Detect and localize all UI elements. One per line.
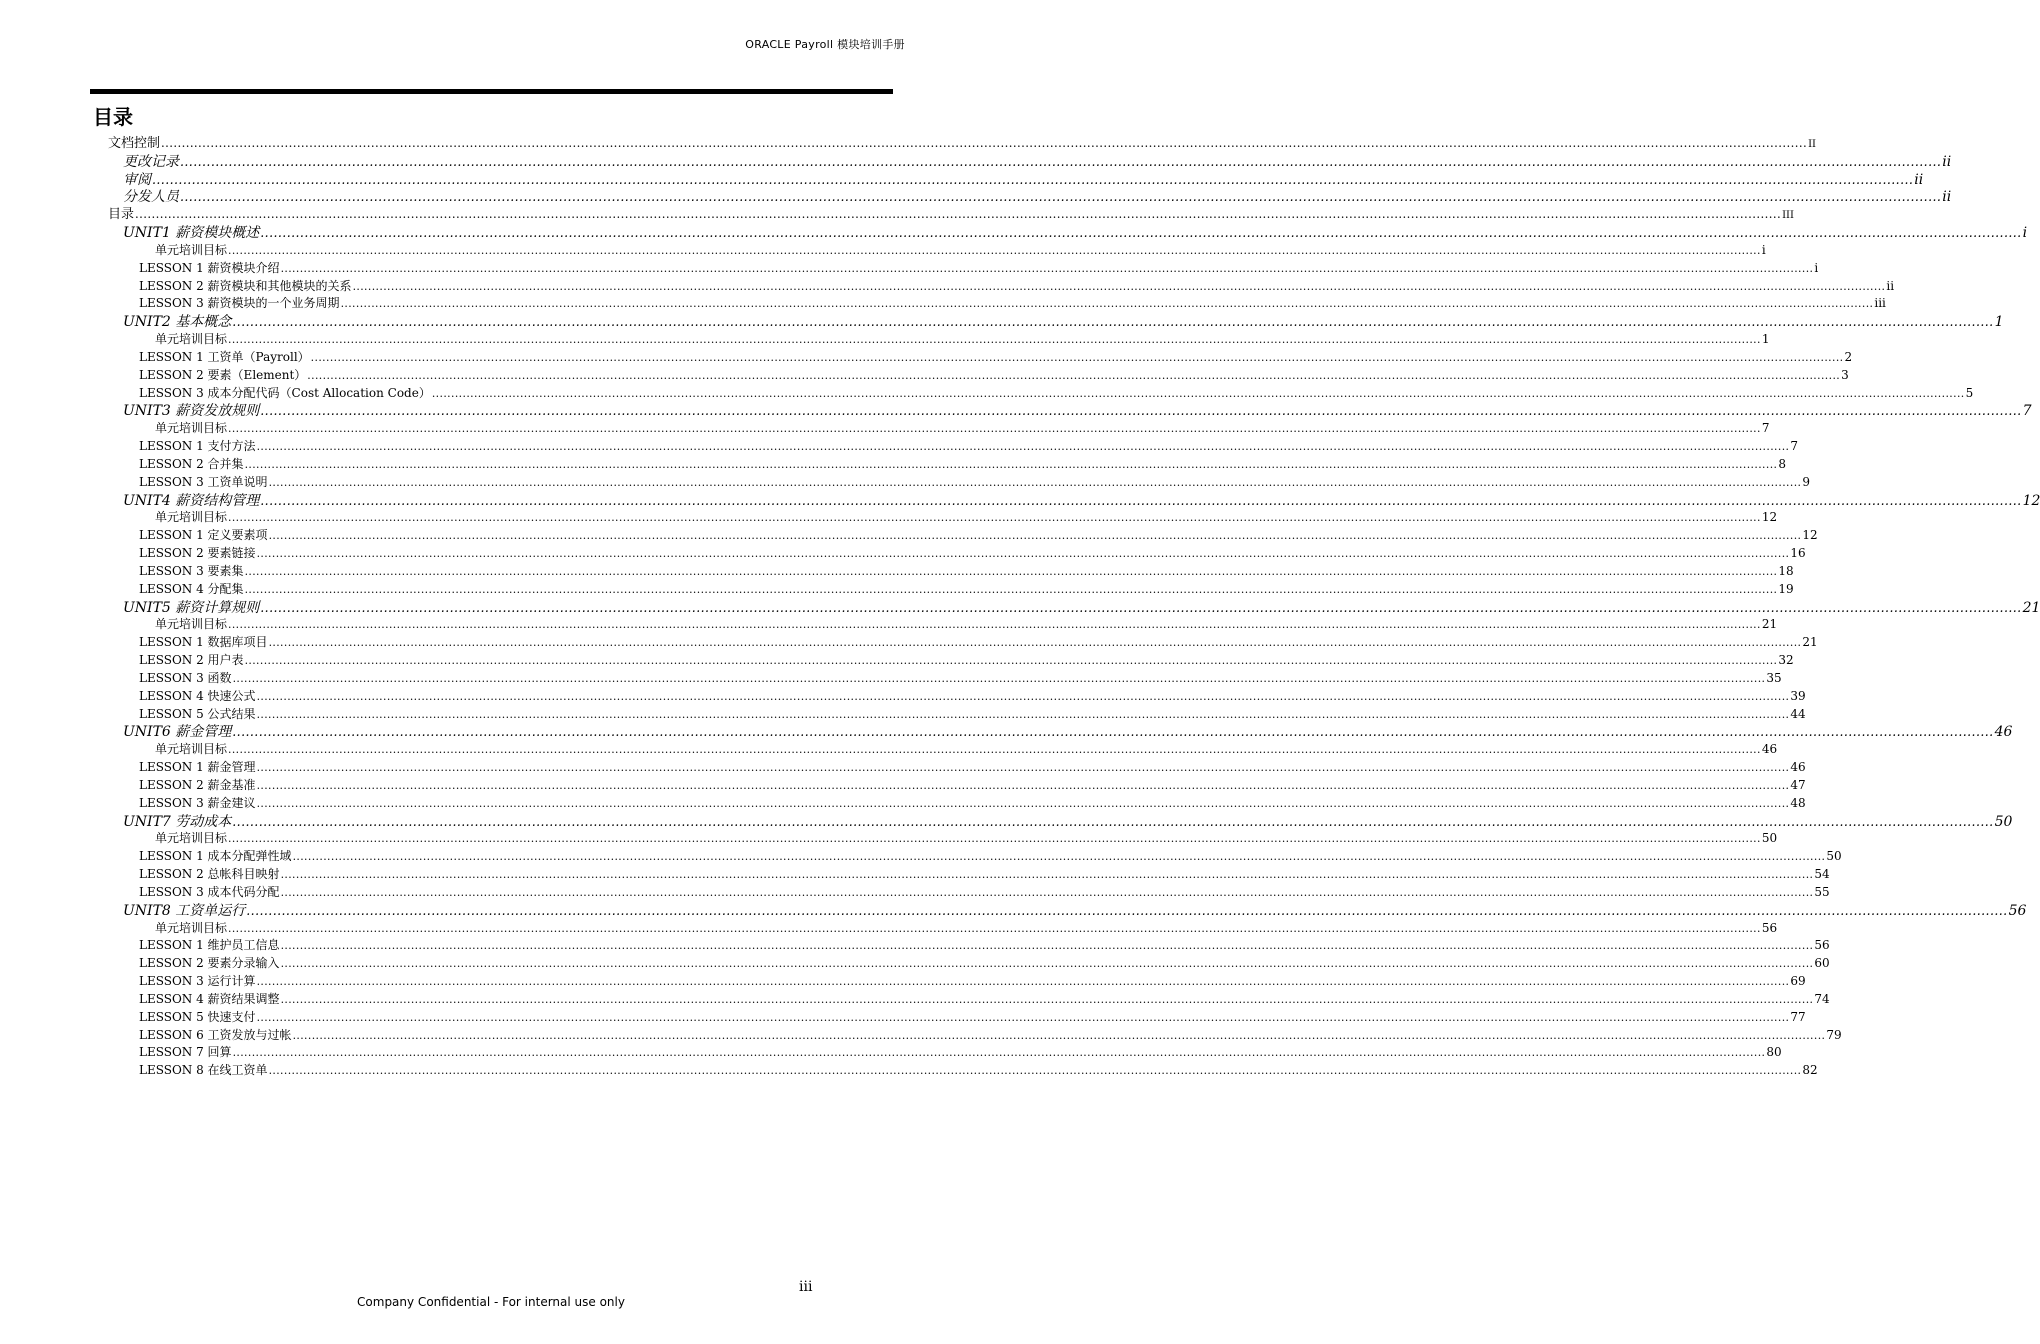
toc-entry-title: LESSON 3 成本代码分配 bbox=[139, 884, 280, 899]
toc-entry-title: LESSON 3 运行计算 bbox=[139, 974, 256, 988]
toc-entry-page: 32 bbox=[1778, 653, 1794, 668]
toc-entry[interactable] bbox=[155, 742, 1778, 757]
toc-dot-leader: ................................................................................................................................................................................................................................................................................................................................................................................................................ bbox=[280, 992, 1814, 1006]
toc-dot-leader: ................................................................................................................................................................................................................................................................................................................................................................................................................ bbox=[431, 386, 1965, 400]
toc-entry-page: ii bbox=[1942, 153, 1952, 170]
toc-dot-leader: ................................................................................................................................................................................................................................................................................................................................................................................................................ bbox=[256, 761, 1790, 775]
toc-entry-title: LESSON 8 在线工资单 bbox=[139, 1063, 268, 1078]
toc-heading: 目录 bbox=[93, 105, 133, 129]
toc-dot-leader: ................................................................................................................................................................................................................................................................................................................................................................................................................ bbox=[268, 636, 1802, 650]
toc-entry-page: 7 bbox=[1761, 421, 1770, 436]
toc-entry-title: UNIT1 薪资模块概述 bbox=[123, 225, 260, 242]
toc-dot-leader: ................................................................................................................................................................................................................................................................................................................................................................................................................ bbox=[268, 529, 1802, 543]
toc-entry[interactable] bbox=[123, 314, 2004, 331]
toc-dot-leader: ................................................................................................................................................................................................................................................................................................................................................................................................................ bbox=[244, 564, 1778, 578]
toc-dot-leader: ................................................................................................................................................................................................................................................................................................................................................................................................................ bbox=[280, 261, 1814, 275]
toc-entry-page: ii bbox=[1942, 189, 1952, 206]
toc-entry-title: 单元培训目标 bbox=[155, 920, 228, 935]
toc-entry[interactable] bbox=[139, 938, 1830, 953]
toc-dot-leader: ................................................................................................................................................................................................................................................................................................................................................................................................................ bbox=[180, 153, 1942, 169]
toc-entry-title: UNIT8 工资单运行 bbox=[123, 902, 246, 919]
toc-entry[interactable] bbox=[155, 617, 1778, 632]
toc-entry-page: 21 bbox=[1761, 617, 1778, 632]
toc-entry-page: 77 bbox=[1790, 1009, 1806, 1024]
toc-entry[interactable] bbox=[108, 136, 1816, 151]
toc-entry[interactable] bbox=[139, 385, 1974, 400]
toc-dot-leader: ................................................................................................................................................................................................................................................................................................................................................................................................................ bbox=[232, 724, 1994, 740]
toc-dot-leader: ................................................................................................................................................................................................................................................................................................................................................................................................................ bbox=[280, 868, 1814, 882]
toc-entry[interactable] bbox=[139, 760, 1806, 775]
toc-dot-leader: ................................................................................................................................................................................................................................................................................................................................................................................................................ bbox=[256, 689, 1790, 703]
toc-entry-title: LESSON 1 维护员工信息 bbox=[139, 938, 280, 953]
toc-entry-page: 56 bbox=[2008, 902, 2027, 919]
toc-dot-leader: ................................................................................................................................................................................................................................................................................................................................................................................................................ bbox=[244, 654, 1778, 668]
toc-entry-title: LESSON 1 工资单（Payroll） bbox=[139, 349, 310, 364]
toc-entry[interactable] bbox=[123, 189, 1952, 206]
toc-entry-title: 审阅 bbox=[123, 171, 151, 188]
toc-entry[interactable] bbox=[139, 867, 1830, 882]
toc-entry[interactable] bbox=[139, 956, 1830, 971]
running-header: ORACLE Payroll 模块培训手册 bbox=[745, 38, 905, 51]
toc-entry[interactable] bbox=[139, 349, 1853, 364]
toc-entry-title: LESSON 3 薪资模块的一个业务周期 bbox=[139, 296, 340, 311]
toc-dot-leader: ................................................................................................................................................................................................................................................................................................................................................................................................................ bbox=[260, 225, 2022, 241]
toc-entry-title: 分发人员 bbox=[123, 189, 179, 206]
toc-entry-title: UNIT4 薪资结构管理 bbox=[123, 492, 260, 509]
toc-entry[interactable] bbox=[139, 581, 1794, 596]
toc-entry-page: 47 bbox=[1790, 777, 1806, 792]
toc-dot-leader: ................................................................................................................................................................................................................................................................................................................................................................................................................ bbox=[340, 297, 1874, 311]
toc-entry-title: 单元培训目标 bbox=[155, 421, 228, 436]
toc-entry-page: 46 bbox=[1761, 742, 1778, 757]
toc-dot-leader: ................................................................................................................................................................................................................................................................................................................................................................................................................ bbox=[256, 796, 1790, 810]
toc-entry-title: LESSON 2 合并集 bbox=[139, 456, 244, 471]
toc-entry-page: 7 bbox=[2022, 403, 2032, 420]
toc-entry[interactable] bbox=[139, 635, 1818, 650]
toc-entry-title: LESSON 1 薪资模块介绍 bbox=[139, 260, 280, 275]
toc-entry-page: 54 bbox=[1814, 867, 1830, 882]
page-number: iii bbox=[799, 1279, 813, 1295]
toc-entry-title: LESSON 3 成本分配代码（Cost Allocation Code） bbox=[139, 385, 431, 400]
toc-entry[interactable] bbox=[139, 296, 1886, 311]
toc-dot-leader: ................................................................................................................................................................................................................................................................................................................................................................................................................ bbox=[152, 171, 1914, 187]
toc-entry-page: 12 bbox=[2022, 492, 2040, 509]
toc-dot-leader: ................................................................................................................................................................................................................................................................................................................................................................................................................ bbox=[280, 885, 1814, 899]
toc-entry[interactable] bbox=[139, 439, 1799, 454]
toc-entry-title: 单元培训目标 bbox=[155, 617, 228, 632]
toc-entry-page: 9 bbox=[1802, 474, 1811, 489]
toc-entry-page: iii bbox=[1874, 296, 1886, 311]
toc-dot-leader: ................................................................................................................................................................................................................................................................................................................................................................................................................ bbox=[280, 957, 1814, 971]
toc-entry-title: LESSON 4 快速公式 bbox=[139, 688, 256, 703]
toc-entry-page: 18 bbox=[1778, 563, 1794, 578]
toc-entry-title: UNIT6 薪金管理 bbox=[123, 724, 232, 741]
toc-dot-leader: ................................................................................................................................................................................................................................................................................................................................................................................................................ bbox=[292, 1028, 1826, 1042]
toc-entry-title: LESSON 2 薪金基准 bbox=[139, 777, 256, 792]
toc-dot-leader: ................................................................................................................................................................................................................................................................................................................................................................................................................ bbox=[352, 279, 1886, 293]
toc-entry-page: 2 bbox=[1844, 349, 1853, 364]
toc-entry-title: LESSON 4 薪资结果调整 bbox=[139, 991, 280, 1006]
toc-entry-title: 单元培训目标 bbox=[155, 242, 228, 257]
toc-dot-leader: ................................................................................................................................................................................................................................................................................................................................................................................................................ bbox=[260, 599, 2022, 615]
toc-entry[interactable] bbox=[139, 278, 1895, 293]
toc-entry[interactable] bbox=[123, 225, 2028, 242]
toc-entry[interactable] bbox=[139, 653, 1794, 668]
toc-entry-title: LESSON 2 薪资模块和其他模块的关系 bbox=[139, 278, 352, 293]
toc-dot-leader: ................................................................................................................................................................................................................................................................................................................................................................................................................ bbox=[228, 243, 1761, 257]
toc-entry-title: LESSON 1 定义要素项 bbox=[139, 528, 268, 543]
toc-entry-title: LESSON 7 回算 bbox=[139, 1045, 232, 1060]
toc-entry-title: LESSON 5 快速支付 bbox=[139, 1009, 256, 1024]
toc-entry[interactable] bbox=[139, 1063, 1818, 1078]
toc-entry-page: 1 bbox=[1994, 314, 2004, 331]
toc-entry-page: 50 bbox=[1826, 849, 1842, 864]
toc-entry-title: LESSON 2 要素（Element） bbox=[139, 367, 307, 382]
toc-entry[interactable] bbox=[139, 1045, 1782, 1060]
toc-entry-page: ii bbox=[1886, 278, 1895, 293]
toc-entry-page: i bbox=[1814, 260, 1819, 275]
toc-dot-leader: ................................................................................................................................................................................................................................................................................................................................................................................................................ bbox=[244, 582, 1778, 596]
toc-entry[interactable] bbox=[155, 242, 1766, 257]
toc-entry-page: 5 bbox=[1965, 385, 1974, 400]
toc-entry-page: ii bbox=[1914, 171, 1924, 188]
toc-entry-title: LESSON 3 函数 bbox=[139, 670, 232, 685]
toc-entry[interactable] bbox=[123, 902, 2027, 919]
toc-entry[interactable] bbox=[139, 706, 1806, 721]
toc-entry[interactable] bbox=[139, 563, 1794, 578]
toc-dot-leader: ................................................................................................................................................................................................................................................................................................................................................................................................................ bbox=[292, 850, 1826, 864]
toc-entry[interactable] bbox=[108, 207, 1794, 223]
toc-entry-title: LESSON 1 成本分配弹性域 bbox=[139, 849, 292, 864]
toc-entry-title: LESSON 2 总帐科目映射 bbox=[139, 867, 280, 882]
toc-dot-leader: ................................................................................................................................................................................................................................................................................................................................................................................................................ bbox=[268, 475, 1802, 489]
toc-dot-leader: ................................................................................................................................................................................................................................................................................................................................................................................................................ bbox=[256, 547, 1790, 561]
toc-entry[interactable] bbox=[123, 153, 1952, 170]
toc-dot-leader: ................................................................................................................................................................................................................................................................................................................................................................................................................ bbox=[180, 189, 1942, 205]
toc-entry-page: 21 bbox=[2022, 599, 2040, 616]
toc-entry-title: 单元培训目标 bbox=[155, 510, 228, 525]
toc-entry-page: 50 bbox=[1994, 813, 2013, 830]
toc-entry-title: UNIT2 基本概念 bbox=[123, 314, 232, 331]
toc-entry-title: LESSON 3 要素集 bbox=[139, 563, 244, 578]
toc-entry[interactable] bbox=[139, 1027, 1842, 1042]
toc-entry[interactable] bbox=[155, 920, 1778, 935]
toc-dot-leader: ................................................................................................................................................................................................................................................................................................................................................................................................................ bbox=[256, 975, 1790, 988]
toc-entry-title: 单元培训目标 bbox=[155, 831, 228, 846]
toc-entry-page: 46 bbox=[1790, 760, 1806, 775]
toc-entry-page: II bbox=[1808, 139, 1816, 150]
toc-entry-page: 60 bbox=[1814, 956, 1830, 971]
toc-entry-page: 21 bbox=[1802, 635, 1818, 650]
toc-dot-leader: ................................................................................................................................................................................................................................................................................................................................................................................................................ bbox=[232, 813, 1994, 829]
toc-entry-title: LESSON 4 分配集 bbox=[139, 581, 244, 596]
toc-entry[interactable] bbox=[139, 367, 1849, 382]
toc-dot-leader: ................................................................................................................................................................................................................................................................................................................................................................................................................ bbox=[310, 350, 1844, 364]
toc-entry-title: UNIT3 薪资发放规则 bbox=[123, 403, 260, 420]
toc-entry-page: 12 bbox=[1802, 528, 1818, 543]
toc-entry-title: LESSON 3 工资单说明 bbox=[139, 474, 268, 489]
toc-dot-leader: ................................................................................................................................................................................................................................................................................................................................................................................................................ bbox=[228, 422, 1761, 436]
toc-entry-page: 35 bbox=[1766, 670, 1782, 685]
toc-entry-page: 39 bbox=[1790, 688, 1806, 703]
toc-dot-leader: ................................................................................................................................................................................................................................................................................................................................................................................................................ bbox=[228, 333, 1761, 347]
toc-dot-leader: ................................................................................................................................................................................................................................................................................................................................................................................................................ bbox=[161, 136, 1808, 150]
toc-entry[interactable] bbox=[139, 474, 1811, 489]
toc-entry[interactable] bbox=[155, 510, 1778, 525]
toc-entry-title: LESSON 2 要素链接 bbox=[139, 546, 256, 561]
toc-entry-title: LESSON 2 要素分录输入 bbox=[139, 956, 280, 971]
toc-entry[interactable] bbox=[139, 991, 1830, 1006]
toc-dot-leader: ................................................................................................................................................................................................................................................................................................................................................................................................................ bbox=[232, 671, 1766, 685]
toc-dot-leader: ................................................................................................................................................................................................................................................................................................................................................................................................................ bbox=[228, 743, 1761, 757]
toc-entry-page: 69 bbox=[1790, 974, 1806, 988]
toc-entry-page: i bbox=[1761, 242, 1766, 257]
toc-entry-title: LESSON 6 工资发放与过帐 bbox=[139, 1027, 292, 1042]
toc-entry-title: 单元培训目标 bbox=[155, 332, 228, 347]
toc-entry-page: 79 bbox=[1826, 1027, 1842, 1042]
toc-entry-page: 82 bbox=[1802, 1063, 1818, 1078]
toc-dot-leader: ................................................................................................................................................................................................................................................................................................................................................................................................................ bbox=[307, 368, 1841, 382]
toc-entry[interactable] bbox=[123, 599, 2040, 616]
toc-entry-page: 1 bbox=[1761, 332, 1770, 347]
toc-dot-leader: ................................................................................................................................................................................................................................................................................................................................................................................................................ bbox=[232, 314, 1994, 330]
toc-dot-leader: ................................................................................................................................................................................................................................................................................................................................................................................................................ bbox=[228, 511, 1761, 525]
toc-entry[interactable] bbox=[139, 546, 1806, 561]
toc-entry-page: III bbox=[1782, 210, 1794, 222]
toc-entry-page: i bbox=[2022, 225, 2028, 242]
toc-dot-leader: ................................................................................................................................................................................................................................................................................................................................................................................................................ bbox=[232, 1046, 1766, 1060]
toc-entry-title: LESSON 1 数据库项目 bbox=[139, 635, 268, 650]
toc-dot-leader: ................................................................................................................................................................................................................................................................................................................................................................................................................ bbox=[244, 457, 1778, 471]
toc-dot-leader: ................................................................................................................................................................................................................................................................................................................................................................................................................ bbox=[246, 902, 2008, 918]
toc-entry-title: LESSON 1 支付方法 bbox=[139, 439, 256, 454]
toc-dot-leader: ................................................................................................................................................................................................................................................................................................................................................................................................................ bbox=[260, 492, 2022, 508]
toc-entry[interactable] bbox=[155, 831, 1778, 846]
toc-entry[interactable] bbox=[123, 492, 2040, 509]
toc-entry-title: LESSON 5 公式结果 bbox=[139, 706, 256, 721]
toc-entry[interactable] bbox=[123, 403, 2032, 420]
toc-entry-page: 19 bbox=[1778, 581, 1794, 596]
toc-entry-title: 更改记录 bbox=[123, 153, 179, 170]
toc-entry-title: LESSON 2 用户表 bbox=[139, 653, 244, 668]
toc-entry[interactable] bbox=[139, 1009, 1806, 1024]
toc-entry-page: 3 bbox=[1841, 367, 1849, 382]
toc-entry-title: LESSON 3 薪金建议 bbox=[139, 795, 256, 810]
toc-entry-page: 12 bbox=[1761, 510, 1778, 525]
toc-dot-leader: ................................................................................................................................................................................................................................................................................................................................................................................................................ bbox=[135, 207, 1782, 222]
toc-entry[interactable] bbox=[123, 171, 1924, 188]
toc-dot-leader: ................................................................................................................................................................................................................................................................................................................................................................................................................ bbox=[256, 707, 1790, 721]
footer-confidential: Company Confidential - For internal use only bbox=[357, 1295, 625, 1309]
toc-entry-page: 55 bbox=[1814, 884, 1830, 899]
toc-entry-page: 46 bbox=[1994, 724, 2013, 741]
toc-entry[interactable] bbox=[139, 974, 1806, 988]
toc-entry-title: 单元培训目标 bbox=[155, 742, 228, 757]
toc-entry-title: 目录 bbox=[108, 207, 135, 223]
toc-entry-page: 56 bbox=[1814, 938, 1830, 953]
toc-entry-page: 8 bbox=[1778, 456, 1787, 471]
toc-entry-page: 16 bbox=[1790, 546, 1806, 561]
toc-dot-leader: ................................................................................................................................................................................................................................................................................................................................................................................................................ bbox=[256, 778, 1790, 792]
toc-dot-leader: ................................................................................................................................................................................................................................................................................................................................................................................................................ bbox=[256, 440, 1790, 454]
toc-entry-page: 48 bbox=[1790, 795, 1806, 810]
toc-dot-leader: ................................................................................................................................................................................................................................................................................................................................................................................................................ bbox=[228, 921, 1761, 935]
toc-dot-leader: ................................................................................................................................................................................................................................................................................................................................................................................................................ bbox=[268, 1064, 1802, 1078]
toc-entry[interactable] bbox=[155, 421, 1770, 436]
toc-entry-page: 74 bbox=[1814, 991, 1830, 1006]
toc-entry[interactable] bbox=[139, 795, 1806, 810]
toc-dot-leader: ................................................................................................................................................................................................................................................................................................................................................................................................................ bbox=[228, 618, 1761, 632]
toc-entry-page: 80 bbox=[1766, 1045, 1782, 1060]
toc-dot-leader: ................................................................................................................................................................................................................................................................................................................................................................................................................ bbox=[280, 939, 1814, 953]
toc-entry-page: 56 bbox=[1761, 920, 1778, 935]
toc-dot-leader: ................................................................................................................................................................................................................................................................................................................................................................................................................ bbox=[260, 403, 2022, 419]
toc-entry[interactable] bbox=[155, 332, 1770, 347]
toc-entry[interactable] bbox=[139, 528, 1818, 543]
toc-entry[interactable] bbox=[139, 260, 1819, 275]
toc-entry[interactable] bbox=[139, 884, 1830, 899]
toc-entry-page: 50 bbox=[1761, 831, 1778, 846]
toc-entry[interactable] bbox=[123, 813, 2013, 830]
toc-entry-title: 文档控制 bbox=[108, 136, 161, 151]
toc-entry-title: LESSON 1 薪金管理 bbox=[139, 760, 256, 775]
toc-entry[interactable] bbox=[139, 849, 1842, 864]
toc-entry[interactable] bbox=[139, 670, 1782, 685]
toc-dot-leader: ................................................................................................................................................................................................................................................................................................................................................................................................................ bbox=[228, 832, 1761, 846]
toc-entry[interactable] bbox=[123, 724, 2013, 741]
toc-entry-title: UNIT7 劳动成本 bbox=[123, 813, 232, 830]
header-rule bbox=[90, 89, 893, 94]
toc-entry-title: UNIT5 薪资计算规则 bbox=[123, 599, 260, 616]
toc-entry[interactable] bbox=[139, 688, 1806, 703]
toc-dot-leader: ................................................................................................................................................................................................................................................................................................................................................................................................................ bbox=[256, 1010, 1790, 1024]
toc-entry[interactable] bbox=[139, 777, 1806, 792]
toc-entry-page: 7 bbox=[1790, 439, 1799, 454]
toc-entry-page: 44 bbox=[1790, 706, 1806, 721]
toc-entry[interactable] bbox=[139, 456, 1787, 471]
